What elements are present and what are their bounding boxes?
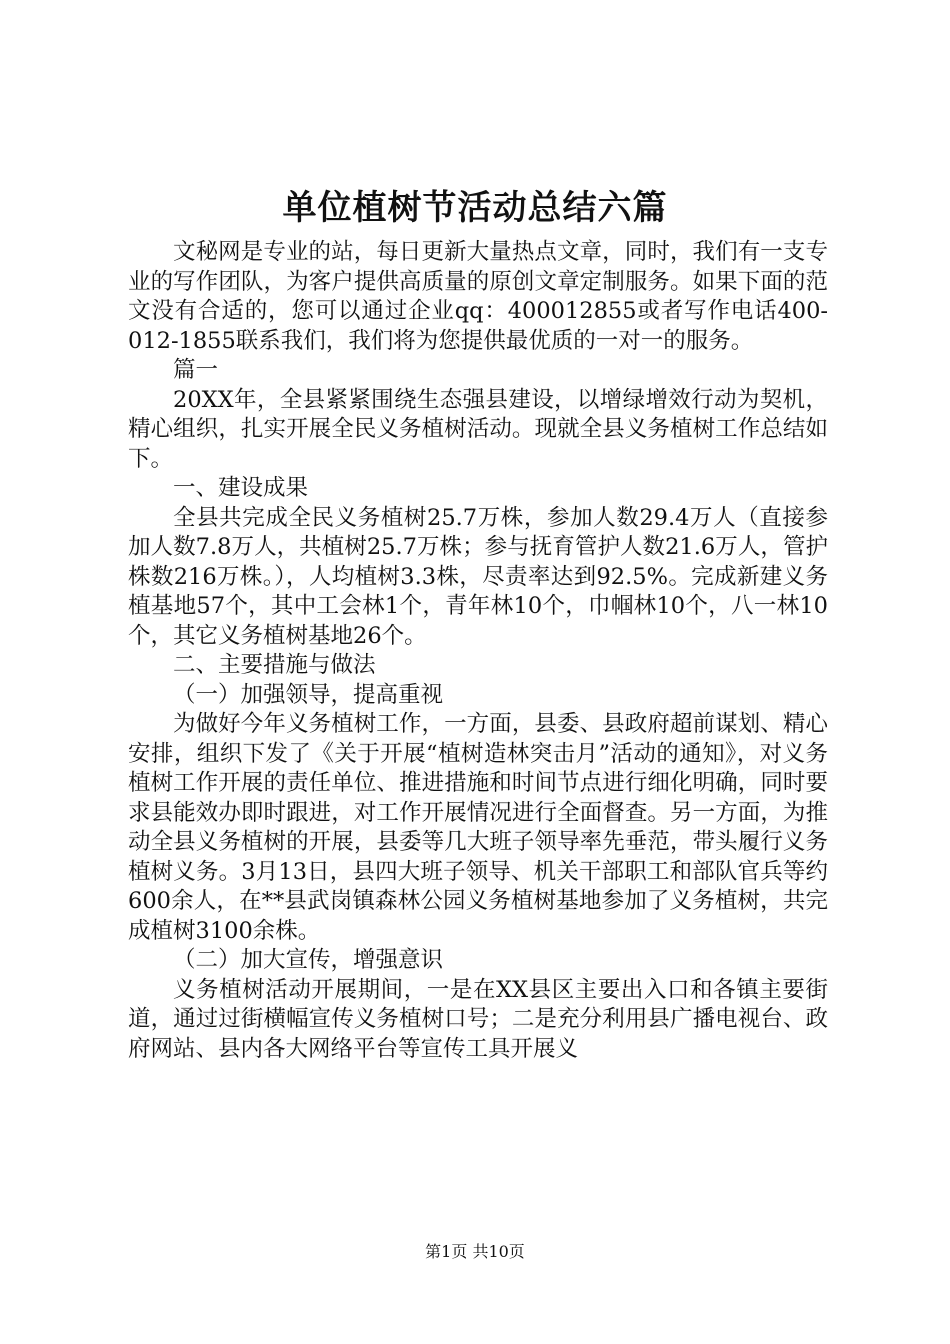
page-footer: 第1页 共10页 [425,1242,525,1261]
document-body [128,238,828,1064]
body-paragraph: 20XX年，全县紧紧围绕生态强县建设，以增绿增效行动为契机，精心组织，扎实开展全民义务植树活动。现就全县义务植树工作总结如下。 [128,386,828,472]
subsection-heading: （一）加强领导，提高重视 [173,681,444,708]
section-label: 篇一 [173,357,219,383]
body-paragraph: 全县共完成全民义务植树25.7万株，参加人数29.4万人（直接参加人数7.8万人，共植树25.7万株；参与抚育管护人数21.6万人，管护株数216万株。），人均植树3.3株，尽责率达到92.5%。完成新建义务植基地57个，其中工会林1个，青年林10个，巾帼林10个，八一林10个，其它义务植树基地26个。 [128,504,828,649]
section-heading: 一、建设成果 [173,475,309,501]
subsection-heading: （二）加大宣传，增强意识 [173,947,444,973]
body-paragraph: 义务植树活动开展期间，一是在XX县区主要出入口和各镇主要街道，通过过街横幅宣传义务植树口号；二是充分利用县广播电视台、政府网站、县内各大网络平台等宣传工具开展义 [128,976,828,1062]
document-title: 单位植树节活动总结六篇 [282,188,668,228]
body-paragraph: 为做好今年义务植树工作，一方面，县委、县政府超前谋划、精心安排，组织下发了《关于开展“植树造林突击月”活动的通知》，对义务植树工作开展的责任单位、推进措施和时间节点进行细化明确，同时要求县能效办即时跟进，对工作开展情况进行全面督查。另一方面，为推动全县义务植树的开展，县委等几大班子领导率先垂范，带头履行义务植树义务。3月13日，县四大班子领导、机关干部职工和部队官兵等约600余人，在**县武岗镇森林公园义务植树基地参加了义务植树，共完成植树3100余株。 [128,711,828,944]
section-heading: 二、主要措施与做法 [173,652,376,678]
intro-paragraph: 文秘网是专业的站，每日更新大量热点文章，同时，我们有一支专业的写作团队，为客户提供高质量的原创文章定制服务。如果下面的范文没有合适的，您可以通过企业qq：400012855或者写作电话400-012-1855联系我们，我们将为您提供最优质的一对一的服务。 [128,239,828,354]
